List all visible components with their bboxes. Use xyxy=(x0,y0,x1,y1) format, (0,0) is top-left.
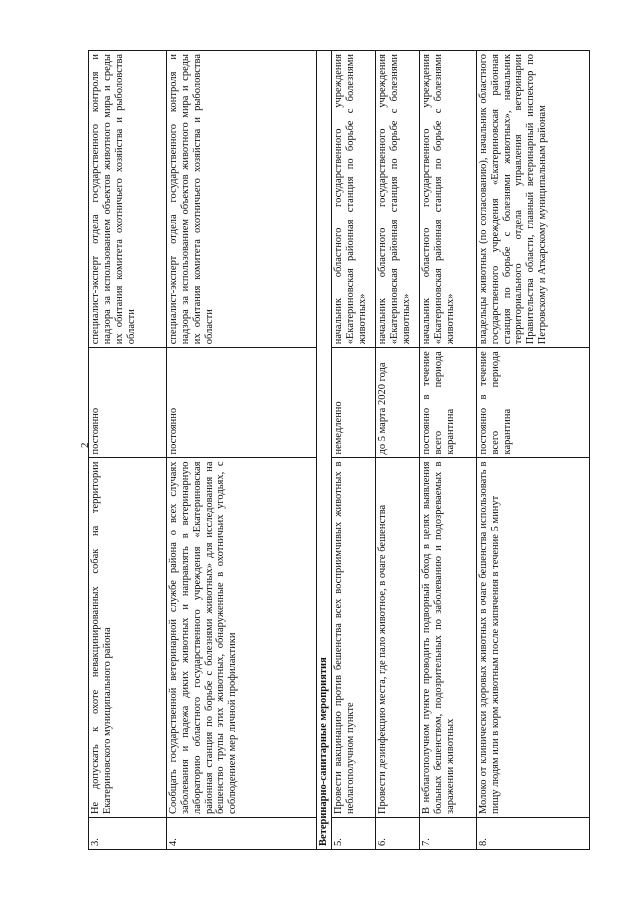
responsible-cell: начальник областного государственного учреждения «Екатериновская районная станция по борьбе с болезнями животных» xyxy=(419,51,476,348)
row-number: 5. xyxy=(331,818,375,850)
measure-cell: Молоко от клинически здоровых животных в очаге бешенства использовать в пищу людям или в корм животным после кипячения в течение 5 минут xyxy=(476,458,589,818)
measure-cell: Не допускать к охоте невакцинированных собак на территории Екатериновского муниципального района xyxy=(89,458,167,818)
table-row xyxy=(375,51,419,850)
term-cell: постоянно в течение всего периода карантина xyxy=(419,348,476,458)
section-heading: Ветеринарно-санитарные мероприятия xyxy=(317,51,332,850)
row-number: 6. xyxy=(375,818,419,850)
measure-cell: Сообщать государственной ветеринарной службе района о всех случаях заболевания и падежа диких животных и направлять в ветеринарную лабораторию областного государственного учреждения «Екатериновская районная станция по борьбе с болезнями животных» для исследования на бешенство трупы этих животных, обнаруженные в охотничьих угодьях, с соблюдением мер личной профилактики xyxy=(167,458,317,818)
term-cell: до 5 марта 2020 года xyxy=(375,348,419,458)
rotated-table-sheet xyxy=(88,50,588,850)
table-row xyxy=(419,51,476,850)
measure-cell: В неблагополучном пункте проводить подворный обход в целях выявления больных бешенством, подозрительных по заболеванию и подозреваемых в заражении животных xyxy=(419,458,476,818)
section-row xyxy=(317,51,332,850)
table-row xyxy=(89,51,167,850)
responsible-cell: специалист-эксперт отдела государственного контроля и надзора за использованием объектов животного мира и среды их обитания комитета охотничьего хозяйства и рыболовства области xyxy=(89,51,167,348)
responsible-cell: начальник областного государственного учреждения «Екатериновская районная станция по борьбе с болезнями животных» xyxy=(375,51,419,348)
term-cell: постоянно xyxy=(167,348,317,458)
measure-cell: Провести дезинфекцию места, где пало животное, в очаге бешенства xyxy=(375,458,419,818)
table-row xyxy=(331,51,375,850)
responsible-cell: начальник областного государственного учреждения «Екатериновская районная станция по борьбе с болезнями животных» xyxy=(331,51,375,348)
row-number: 3. xyxy=(89,818,167,850)
page-number: 2 xyxy=(79,442,91,448)
term-cell: немедленно xyxy=(331,348,375,458)
term-cell: постоянно xyxy=(89,348,167,458)
term-cell: постоянно в течение всего периода карантина xyxy=(476,348,589,458)
table-row xyxy=(476,51,589,850)
table-row xyxy=(167,51,317,850)
row-number: 8. xyxy=(476,818,589,850)
responsible-cell: владельцы животных (по согласованию), начальник областного государственного учреждения «Екатериновская районная станция по борьбе с болезнями животных», начальник территориального отдела управления ветеринарии Правительства области, главный ветеринарный инспектор по Петровскому и Аткарскому муниципальным районам xyxy=(476,51,589,348)
measure-cell: Провести вакцинацию против бешенства всех восприимчивых животных в неблагополучном пункте xyxy=(331,458,375,818)
row-number: 7. xyxy=(419,818,476,850)
responsible-cell: специалист-эксперт отдела государственного контроля и надзора за использованием объектов животного мира и среды их обитания комитета охотничьего хозяйства и рыболовства области xyxy=(167,51,317,348)
measures-table xyxy=(88,50,590,850)
row-number: 4. xyxy=(167,818,317,850)
